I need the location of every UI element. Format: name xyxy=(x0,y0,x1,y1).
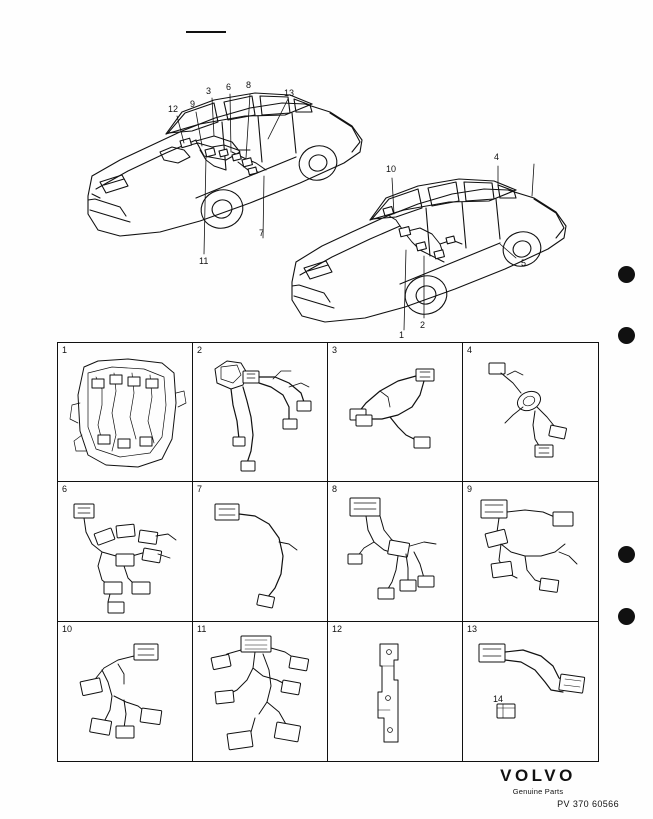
part-cell-2[interactable] xyxy=(193,343,328,482)
part-cell-7[interactable] xyxy=(193,482,328,621)
illustration-area xyxy=(0,0,653,340)
volvo-logo: VOLVO xyxy=(500,766,576,785)
car-left-drawing xyxy=(88,93,362,254)
callout-2: 2 xyxy=(420,320,426,330)
part-subnumber-label: 14 xyxy=(493,693,504,704)
callout-1: 1 xyxy=(399,330,405,340)
part-number-label: 2 xyxy=(197,345,203,355)
part-cell-10[interactable] xyxy=(58,622,193,761)
callout-8: 8 xyxy=(246,80,252,90)
part-cell-6[interactable] xyxy=(58,482,193,621)
part-cell-1[interactable] xyxy=(58,343,193,482)
callout-3: 3 xyxy=(206,86,212,96)
part-number-label: 13 xyxy=(467,623,478,634)
part-cell-4[interactable] xyxy=(463,343,598,482)
part-number-label: 8 xyxy=(332,484,338,495)
callout-6: 6 xyxy=(226,82,232,92)
part-cell-8[interactable] xyxy=(328,482,463,621)
part-number-label: 7 xyxy=(197,484,203,495)
callout-10: 10 xyxy=(386,164,397,174)
part-number-label: 12 xyxy=(332,623,343,634)
part-number-label: 4 xyxy=(467,345,473,355)
part-number-label: 3 xyxy=(332,345,338,355)
punch-hole xyxy=(618,546,635,563)
callout-4: 4 xyxy=(494,152,500,162)
part-cell-11[interactable] xyxy=(193,622,328,761)
part-number-label: 1 xyxy=(62,345,68,355)
part-cell-9[interactable] xyxy=(463,482,598,621)
part-number-label: 6 xyxy=(62,484,68,495)
part-cell-13[interactable] xyxy=(463,622,598,761)
punch-hole xyxy=(618,608,635,625)
part-number-label: 11 xyxy=(197,623,207,634)
part-cell-12[interactable] xyxy=(328,622,463,761)
callout-9: 9 xyxy=(190,99,196,109)
callout-7: 7 xyxy=(259,228,265,238)
car-right-drawing xyxy=(292,164,566,330)
part-number-label: 10 xyxy=(62,623,73,634)
callout-13: 13 xyxy=(284,88,295,98)
parts-grid xyxy=(57,342,599,762)
footer-branding xyxy=(453,766,623,809)
part-number-label: 9 xyxy=(467,484,473,495)
genuine-parts-text: Genuine Parts xyxy=(512,787,564,796)
callout-12: 12 xyxy=(168,104,179,114)
part-cell-3[interactable] xyxy=(328,343,463,482)
part-number-footer: PV 370 60566 xyxy=(557,799,619,809)
callout-11: 11 xyxy=(199,256,209,266)
callout-5: 5 xyxy=(521,258,527,268)
